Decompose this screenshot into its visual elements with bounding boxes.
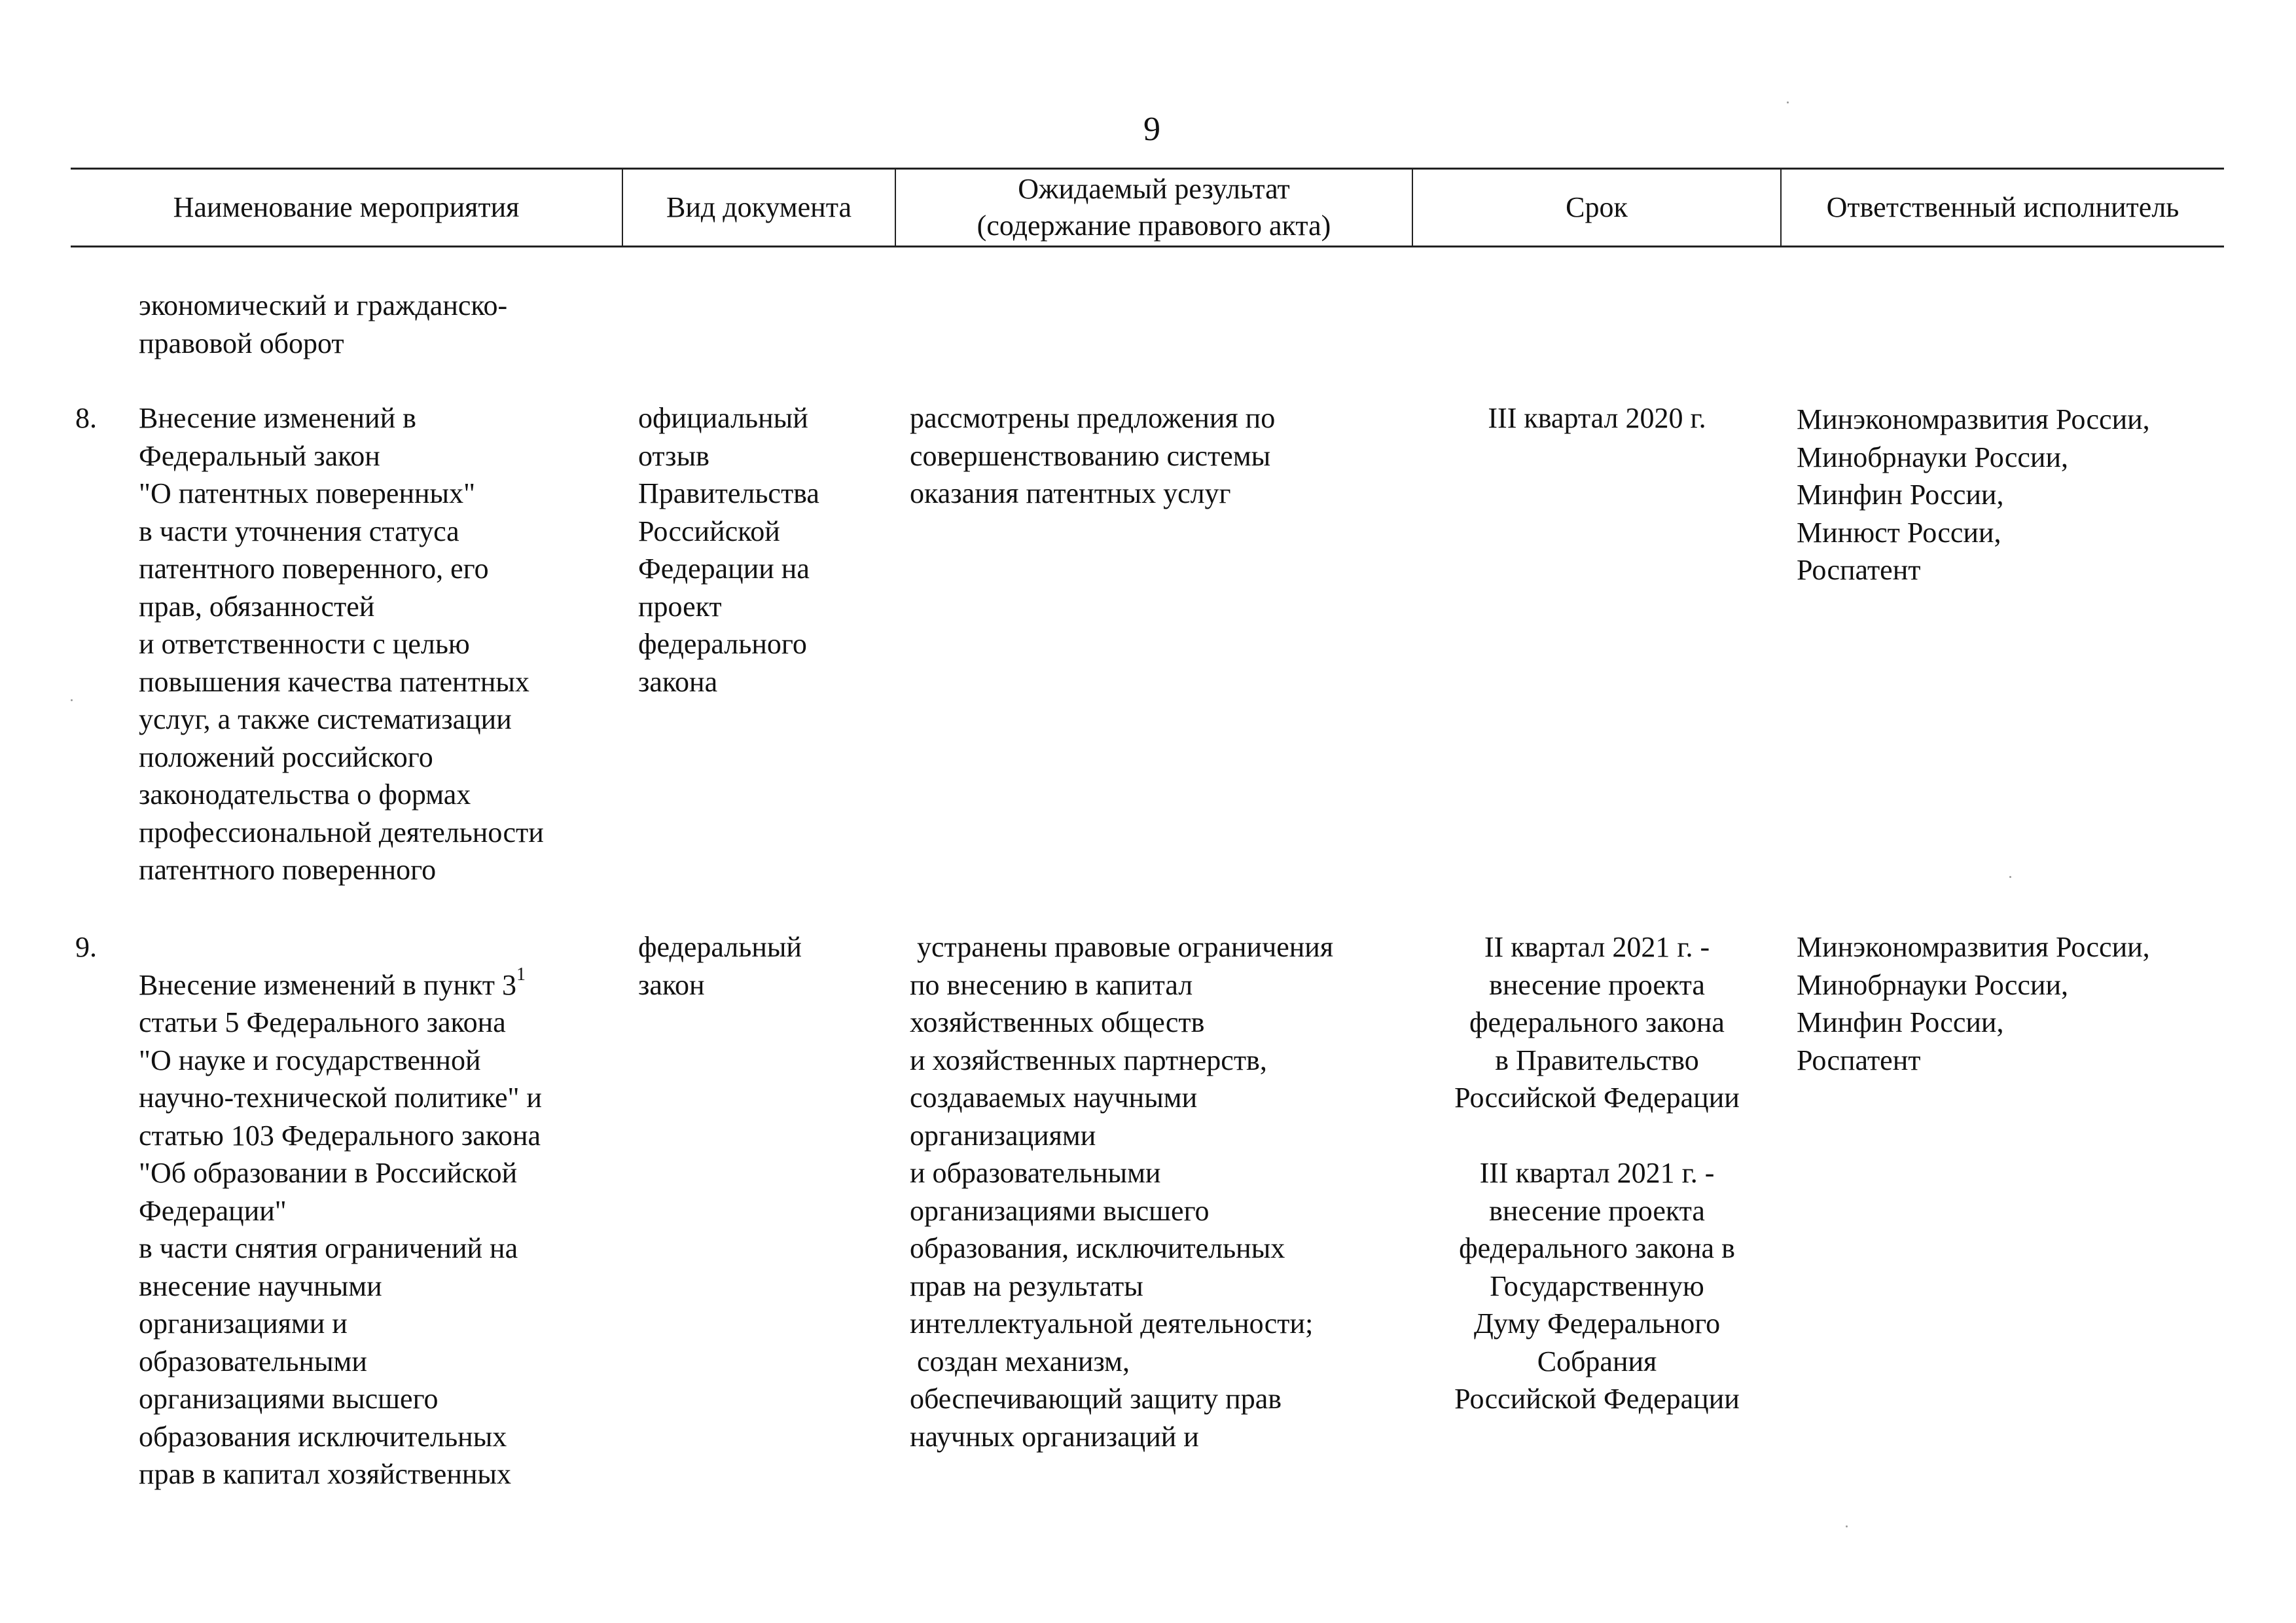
continuation-name-cell: экономический и гражданско- правовой оборот [139,289,508,359]
row-name-continuation: статьи 5 Федерального закона "О науке и государственной научно-технической политике" и статью 103 Федерального закона "Об образовании в Российской Федерации" в части снятия ограничений на внесение научными организациями и образовательными организациями высшего образования исключительных прав в капитал хозяйственных [139,1006,542,1490]
header-cell-expected-result: Ожидаемый результат (содержание правового акта) [977,173,1331,242]
row-number: 8. [75,402,97,434]
header-cell-name: Наименование мероприятия [173,191,520,223]
row-deadline-cell: III квартал 2020 г. [1488,402,1706,434]
header-cell-responsible: Ответственный исполнитель [1826,191,2179,223]
row-expected-result-cell: устранены правовые ограничения по внесению в капитал хозяйственных обществ и хозяйственных партнерств, создаваемых научными организациями и образовательными организациями высшего образования, исключительных прав на результаты интеллектуальной деятельности; создан механизм, обеспечивающий защиту прав научных организаций и [910,931,1334,1453]
header-cell-deadline: Срок [1566,191,1628,223]
row-name-cell: Внесение изменений в Федеральный закон "О патентных поверенных" в части уточнения статуса патентного поверенного, его прав, обязанностей и ответственности с целью повышения качества патентных услуг, а также систематизации положений российского законодательства о формах профессиональной деятельности патентного поверенного [139,402,544,886]
row-responsible-cell: Минэкономразвития России, Минобрнауки России, Минфин России, Минюст России, Роспатент [1797,403,2150,586]
scan-speck [1787,101,1789,103]
row-name-first-line: Внесение изменений в пункт 3 [139,968,517,1001]
row-name-cell [139,928,623,1531]
footnote-superscript: 1 [516,964,526,985]
page-number: 9 [1143,111,1160,148]
row-number: 9. [75,931,97,963]
row-document-type-cell: федеральный закон [638,931,802,1001]
scan-speck [1846,1525,1848,1527]
header-cell-document-type: Вид документа [666,191,852,223]
scan-speck [2009,876,2011,878]
row-responsible-cell: Минэкономразвития России, Минобрнауки России, Минфин России, Роспатент [1797,931,2150,1076]
row-deadline-cell: II квартал 2021 г. - внесение проекта федерального закона в Правительство Российской Федерации III квартал 2021 г. - внесение проекта федерального закона в Государственную Думу Федерального Собрания Российской Федерации [1454,931,1740,1415]
row-expected-result-cell: рассмотрены предложения по совершенствованию системы оказания патентных услуг [910,402,1276,509]
scan-speck [71,699,73,701]
row-document-type-cell: официальный отзыв Правительства Российской Федерации на проект федерального закона [638,402,819,698]
